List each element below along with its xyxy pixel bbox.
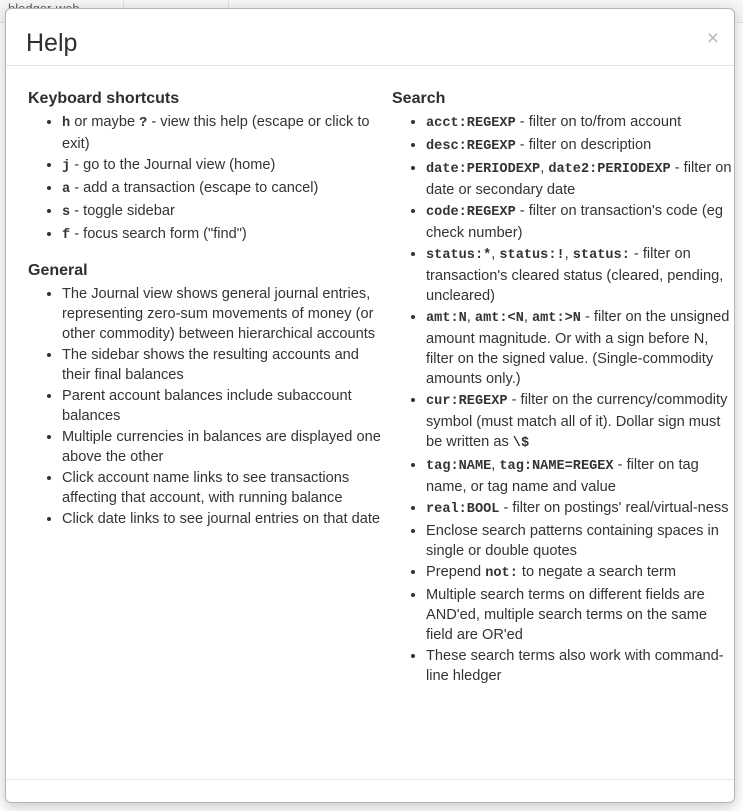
code-token: \$ <box>512 436 530 451</box>
code-token: amt:>N <box>531 311 581 326</box>
search-heading: Search <box>392 90 446 107</box>
list-item: • f - focus search form ("find") <box>62 224 381 246</box>
list-item: • Click account name links to see transactions affecting that account, with running balance <box>62 468 381 508</box>
list-item: • The sidebar shows the resulting accounts and their final balances <box>62 345 381 385</box>
help-modal-body <box>6 66 734 802</box>
list-item: • amt:N, amt:<N, amt:>N - filter on the unsigned amount magnitude. Or with a sign before N, filter on the signed value. (Single-commodity amounts only.) <box>426 307 734 389</box>
help-modal-footer <box>6 779 734 802</box>
list-item: • real:BOOL - filter on postings' real/virtual-ness <box>426 498 734 520</box>
code-token: amt:<N <box>474 311 524 326</box>
list-item: • desc:REGEXP - filter on description <box>426 135 734 157</box>
code-token: date:PERIODEXP <box>426 162 541 177</box>
search-list <box>392 112 734 686</box>
code-token: a <box>62 182 71 197</box>
list-item: • j - go to the Journal view (home) <box>62 155 381 177</box>
list-item: • code:REGEXP - filter on transaction's code (eg check number) <box>426 201 734 243</box>
list-item: • Prepend not: to negate a search term <box>426 562 734 584</box>
keyboard-shortcuts-heading: Keyboard shortcuts <box>28 90 180 107</box>
code-token: date2:PERIODEXP <box>548 162 671 177</box>
general-list <box>28 284 381 529</box>
general-heading: General <box>28 262 88 279</box>
code-token: cur:REGEXP <box>426 394 508 409</box>
list-item: • acct:REGEXP - filter on to/from account <box>426 112 734 134</box>
code-token: real:BOOL <box>426 502 500 517</box>
code-token: h <box>62 116 71 131</box>
list-item: • h or maybe ? - view this help (escape or click to exit) <box>62 112 381 154</box>
code-token: status:! <box>499 248 565 263</box>
code-token: status:* <box>426 248 492 263</box>
code-token: s <box>62 205 71 220</box>
list-item: • Multiple search terms on different fields are AND'ed, multiple search terms on the same field are OR'ed <box>426 585 734 645</box>
list-item: • tag:NAME, tag:NAME=REGEX - filter on tag name, or tag name and value <box>426 455 734 497</box>
list-item: • a - add a transaction (escape to cancel) <box>62 178 381 200</box>
code-token: acct:REGEXP <box>426 116 516 131</box>
help-left-column <box>6 80 381 687</box>
close-icon[interactable]: × <box>706 27 719 50</box>
code-token: status: <box>572 248 630 263</box>
list-item: • Parent account balances include subaccount balances <box>62 386 381 426</box>
list-item: • s - toggle sidebar <box>62 201 381 223</box>
list-item: • date:PERIODEXP, date2:PERIODEXP - filter on date or secondary date <box>426 158 734 200</box>
code-token: ? <box>139 116 148 131</box>
list-item: • Multiple currencies in balances are displayed one above the other <box>62 427 381 467</box>
code-token: j <box>62 159 71 174</box>
list-item: • Click date links to see journal entries on that date <box>62 509 381 529</box>
list-item: • These search terms also work with command-line hledger <box>426 646 734 686</box>
help-right-column <box>381 80 734 687</box>
code-token: f <box>62 228 71 243</box>
list-item: • Enclose search patterns containing spaces in single or double quotes <box>426 521 734 561</box>
help-modal-header <box>6 9 734 66</box>
help-modal-title: Help <box>26 29 78 57</box>
list-item: • status:*, status:!, status: - filter on transaction's cleared status (cleared, pending, uncleared) <box>426 244 734 306</box>
code-token: amt:N <box>426 311 467 326</box>
list-item: • The Journal view shows general journal entries, representing zero-sum movements of money (or other commodity) between hierarchical accounts <box>62 284 381 344</box>
code-token: tag:NAME=REGEX <box>499 459 614 474</box>
keyboard-shortcuts-list <box>28 112 381 246</box>
code-token: code:REGEXP <box>426 205 516 220</box>
list-item: • cur:REGEXP - filter on the currency/commodity symbol (must match all of it). Dollar sign must be written as \$ <box>426 390 734 454</box>
code-token: not: <box>485 566 518 581</box>
code-token: desc:REGEXP <box>426 139 516 154</box>
help-modal <box>5 8 735 803</box>
code-token: tag:NAME <box>426 459 492 474</box>
